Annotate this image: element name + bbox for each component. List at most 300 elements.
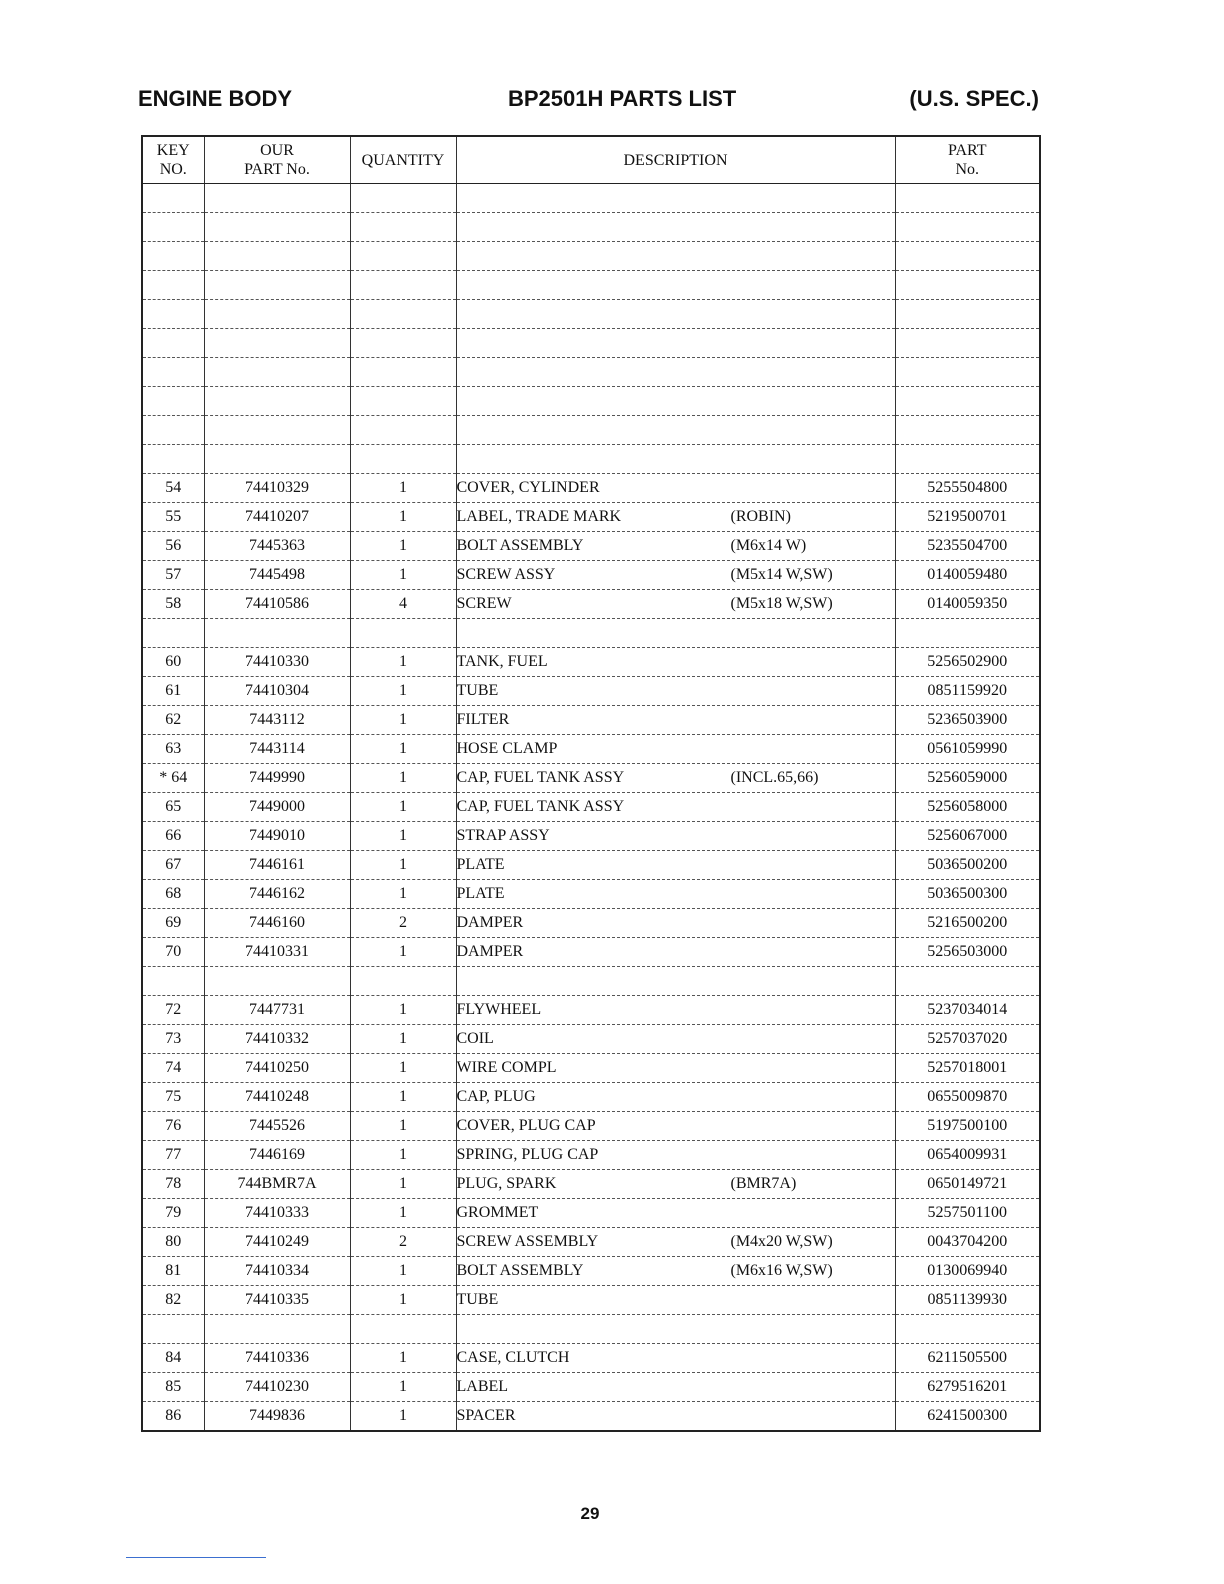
key-no-cell: [142, 416, 204, 445]
key-no-cell: 56: [142, 532, 204, 561]
quantity-cell: 1: [350, 1170, 456, 1199]
description-text: CAP, FUEL TANK ASSY: [456, 798, 625, 815]
our-part-no-cell: 7449990: [204, 764, 350, 793]
our-part-no-header: OUR PART No.: [204, 136, 350, 184]
description-note: [731, 1204, 895, 1222]
part-no-cell: 0654009931: [895, 1141, 1040, 1170]
our-part-no-cell: [204, 358, 350, 387]
description-cell: [456, 213, 895, 242]
table-row: [142, 967, 1040, 996]
our-part-no-cell: 7446169: [204, 1141, 350, 1170]
part-no-cell: 5256058000: [895, 793, 1040, 822]
key-no-cell: 81: [142, 1257, 204, 1286]
description-cell: [456, 1402, 895, 1432]
quantity-cell: 1: [350, 735, 456, 764]
quantity-cell: 1: [350, 1025, 456, 1054]
description-cell: [456, 503, 895, 532]
description-note: [731, 1001, 895, 1019]
key-no-cell: 70: [142, 938, 204, 967]
our-part-no-cell: 7443112: [204, 706, 350, 735]
part-no-cell: 5257037020: [895, 1025, 1040, 1054]
description-cell: [456, 1286, 895, 1315]
key-no-cell: * 64: [142, 764, 204, 793]
key-no-cell: [142, 1315, 204, 1344]
part-no-cell: 5036500200: [895, 851, 1040, 880]
our-part-no-cell: 74410330: [204, 648, 350, 677]
part-no-cell: [895, 300, 1040, 329]
our-part-no-cell: [204, 416, 350, 445]
description-text: GROMMET: [456, 1204, 539, 1221]
description-text: CAP, PLUG: [456, 1088, 536, 1105]
our-part-no-cell: [204, 387, 350, 416]
our-part-no-cell: 74410248: [204, 1083, 350, 1112]
quantity-cell: [350, 445, 456, 474]
part-no-cell: [895, 387, 1040, 416]
our-part-no-cell: 74410331: [204, 938, 350, 967]
key-no-cell: [142, 329, 204, 358]
our-part-no-cell: 7443114: [204, 735, 350, 764]
description-cell: [456, 880, 895, 909]
description-text: HOSE CLAMP: [456, 740, 558, 757]
table-row: [142, 271, 1040, 300]
quantity-cell: [350, 184, 456, 213]
part-no-cell: 5255504800: [895, 474, 1040, 503]
our-part-no-cell: 7445526: [204, 1112, 350, 1141]
key-no-cell: [142, 242, 204, 271]
key-no-cell: 66: [142, 822, 204, 851]
parts-table: [141, 135, 1041, 1432]
quantity-cell: 1: [350, 1286, 456, 1315]
table-row: [142, 880, 1040, 909]
part-no-cell: [895, 358, 1040, 387]
table-row: [142, 416, 1040, 445]
quantity-cell: [350, 242, 456, 271]
part-no-cell: 5219500701: [895, 503, 1040, 532]
description-cell: [456, 764, 895, 793]
description-cell: [456, 677, 895, 706]
description-note: [731, 1407, 895, 1425]
description-text: BOLT ASSEMBLY: [456, 1262, 584, 1279]
key-no-cell: 80: [142, 1228, 204, 1257]
description-note: [731, 943, 895, 961]
key-no-header: KEY NO.: [142, 136, 204, 184]
description-note: (INCL.65,66): [730, 769, 819, 786]
description-cell: [456, 387, 895, 416]
table-row: [142, 793, 1040, 822]
key-no-cell: 63: [142, 735, 204, 764]
quantity-cell: 1: [350, 677, 456, 706]
key-no-cell: 69: [142, 909, 204, 938]
key-no-cell: 54: [142, 474, 204, 503]
key-no-cell: [142, 445, 204, 474]
key-no-cell: 61: [142, 677, 204, 706]
key-no-cell: 84: [142, 1344, 204, 1373]
part-no-cell: 5236503900: [895, 706, 1040, 735]
description-note: [731, 1059, 895, 1077]
description-text: LABEL, TRADE MARK: [456, 508, 622, 525]
table-row: [142, 1257, 1040, 1286]
our-part-no-cell: [204, 967, 350, 996]
description-cell: [456, 1257, 895, 1286]
part-no-cell: 0851159920: [895, 677, 1040, 706]
description-note: [731, 1030, 895, 1048]
table-row: [142, 1083, 1040, 1112]
key-no-cell: 58: [142, 590, 204, 619]
table-row: [142, 300, 1040, 329]
description-cell: [456, 1112, 895, 1141]
part-no-cell: 6279516201: [895, 1373, 1040, 1402]
key-no-cell: [142, 300, 204, 329]
description-note: [731, 798, 895, 816]
table-row: [142, 213, 1040, 242]
quantity-cell: 1: [350, 996, 456, 1025]
description-note: [731, 856, 895, 874]
table-row: [142, 1054, 1040, 1083]
table-row: [142, 358, 1040, 387]
description-cell: [456, 793, 895, 822]
part-no-cell: 5216500200: [895, 909, 1040, 938]
table-row: [142, 1344, 1040, 1373]
description-text: SPRING, PLUG CAP: [456, 1146, 599, 1163]
quantity-cell: [350, 213, 456, 242]
key-no-cell: 67: [142, 851, 204, 880]
our-part-no-cell: 74410333: [204, 1199, 350, 1228]
description-note: [731, 1291, 895, 1309]
our-part-no-cell: 7445498: [204, 561, 350, 590]
our-part-no-cell: 74410586: [204, 590, 350, 619]
table-row: [142, 503, 1040, 532]
key-no-cell: 62: [142, 706, 204, 735]
description-cell: [456, 416, 895, 445]
description-text: PLATE: [456, 856, 505, 873]
quantity-cell: 1: [350, 1402, 456, 1432]
part-no-cell: 0140059350: [895, 590, 1040, 619]
part-no-cell: 0650149721: [895, 1170, 1040, 1199]
our-part-no-cell: 7446161: [204, 851, 350, 880]
description-text: CAP, FUEL TANK ASSY: [456, 769, 625, 786]
description-header: DESCRIPTION: [456, 136, 895, 184]
part-no-cell: [895, 329, 1040, 358]
description-cell: [456, 532, 895, 561]
table-row: [142, 1315, 1040, 1344]
quantity-cell: 1: [350, 793, 456, 822]
description-cell: [456, 619, 895, 648]
our-part-no-cell: 74410207: [204, 503, 350, 532]
quantity-cell: 1: [350, 532, 456, 561]
part-no-cell: [895, 445, 1040, 474]
description-text: BOLT ASSEMBLY: [456, 537, 584, 554]
quantity-cell: 1: [350, 561, 456, 590]
description-text: LABEL: [456, 1378, 509, 1395]
part-no-cell: 0043704200: [895, 1228, 1040, 1257]
description-text: COIL: [456, 1030, 494, 1047]
table-row: [142, 648, 1040, 677]
part-no-cell: [895, 967, 1040, 996]
table-body: [142, 184, 1040, 1432]
part-no-cell: 0655009870: [895, 1083, 1040, 1112]
quantity-cell: [350, 387, 456, 416]
our-part-no-cell: 74410329: [204, 474, 350, 503]
quantity-header: QUANTITY: [350, 136, 456, 184]
description-cell: [456, 590, 895, 619]
quantity-cell: [350, 358, 456, 387]
our-part-no-cell: [204, 1315, 350, 1344]
description-cell: [456, 1228, 895, 1257]
quantity-cell: 2: [350, 1228, 456, 1257]
quantity-cell: 1: [350, 880, 456, 909]
table-row: [142, 1199, 1040, 1228]
description-note: [731, 1349, 895, 1367]
key-no-cell: 86: [142, 1402, 204, 1432]
description-cell: [456, 1199, 895, 1228]
quantity-cell: 1: [350, 764, 456, 793]
part-no-cell: 0130069940: [895, 1257, 1040, 1286]
description-cell: [456, 1315, 895, 1344]
part-no-cell: 5197500100: [895, 1112, 1040, 1141]
description-text: SCREW ASSY: [456, 566, 556, 583]
description-text: WIRE COMPL: [456, 1059, 557, 1076]
key-no-cell: 76: [142, 1112, 204, 1141]
page-number: 29: [580, 1504, 600, 1523]
table-row: [142, 1141, 1040, 1170]
description-cell: [456, 1141, 895, 1170]
description-cell: [456, 1170, 895, 1199]
description-note: [731, 682, 895, 700]
quantity-cell: 1: [350, 1141, 456, 1170]
our-part-no-cell: 7449836: [204, 1402, 350, 1432]
quantity-cell: 1: [350, 822, 456, 851]
our-part-no-cell: [204, 300, 350, 329]
our-part-no-cell: 74410249: [204, 1228, 350, 1257]
quantity-cell: [350, 300, 456, 329]
our-part-no-cell: 7445363: [204, 532, 350, 561]
description-note: [731, 1088, 895, 1106]
quantity-cell: 1: [350, 1344, 456, 1373]
our-part-no-cell: 74410250: [204, 1054, 350, 1083]
our-part-no-cell: 74410334: [204, 1257, 350, 1286]
quantity-cell: 1: [350, 648, 456, 677]
description-cell: [456, 271, 895, 300]
part-no-cell: 5256059000: [895, 764, 1040, 793]
our-part-no-cell: 7446160: [204, 909, 350, 938]
part-no-cell: 0140059480: [895, 561, 1040, 590]
part-no-cell: [895, 416, 1040, 445]
quantity-cell: 1: [350, 1054, 456, 1083]
description-note: (BMR7A): [730, 1175, 797, 1192]
part-no-cell: 5257018001: [895, 1054, 1040, 1083]
table-row: [142, 1228, 1040, 1257]
description-note: (M5x14 W,SW): [730, 566, 833, 583]
quantity-cell: [350, 271, 456, 300]
key-no-cell: 73: [142, 1025, 204, 1054]
table-row: [142, 474, 1040, 503]
description-cell: [456, 474, 895, 503]
our-part-no-cell: 74410332: [204, 1025, 350, 1054]
description-cell: [456, 967, 895, 996]
table-row: [142, 445, 1040, 474]
description-note: (M4x20 W,SW): [730, 1233, 833, 1250]
quantity-cell: [350, 967, 456, 996]
description-cell: [456, 822, 895, 851]
part-no-cell: 5235504700: [895, 532, 1040, 561]
part-no-cell: 5256067000: [895, 822, 1040, 851]
description-cell: [456, 938, 895, 967]
part-no-cell: [895, 242, 1040, 271]
table-row: [142, 909, 1040, 938]
quantity-cell: 1: [350, 474, 456, 503]
quantity-cell: 1: [350, 1083, 456, 1112]
description-text: PLATE: [456, 885, 505, 902]
key-no-cell: [142, 213, 204, 242]
description-cell: [456, 1025, 895, 1054]
description-cell: [456, 1054, 895, 1083]
quantity-cell: 4: [350, 590, 456, 619]
part-no-cell: 5256503000: [895, 938, 1040, 967]
our-part-no-cell: 74410335: [204, 1286, 350, 1315]
quantity-cell: [350, 1315, 456, 1344]
quantity-cell: 1: [350, 851, 456, 880]
part-no-cell: [895, 271, 1040, 300]
description-text: FLYWHEEL: [456, 1001, 542, 1018]
table-row: [142, 735, 1040, 764]
table-row: [142, 1402, 1040, 1432]
description-cell: [456, 561, 895, 590]
part-no-cell: [895, 1315, 1040, 1344]
table-row: [142, 1112, 1040, 1141]
description-text: TUBE: [456, 1291, 499, 1308]
our-part-no-cell: [204, 213, 350, 242]
key-no-cell: [142, 967, 204, 996]
key-no-cell: 65: [142, 793, 204, 822]
quantity-cell: 1: [350, 1199, 456, 1228]
key-no-cell: [142, 271, 204, 300]
description-note: (M6x14 W): [730, 537, 807, 554]
description-note: [731, 1146, 895, 1164]
key-no-cell: [142, 358, 204, 387]
description-cell: [456, 851, 895, 880]
table-row: [142, 1286, 1040, 1315]
part-no-cell: 5256502900: [895, 648, 1040, 677]
table-row: [142, 706, 1040, 735]
key-no-cell: 55: [142, 503, 204, 532]
our-part-no-cell: 744BMR7A: [204, 1170, 350, 1199]
quantity-cell: 1: [350, 1112, 456, 1141]
part-no-cell: [895, 184, 1040, 213]
description-cell: [456, 445, 895, 474]
description-note: (M5x18 W,SW): [730, 595, 833, 612]
description-cell: [456, 300, 895, 329]
description-cell: [456, 1083, 895, 1112]
table-row: [142, 532, 1040, 561]
table-row: [142, 242, 1040, 271]
key-no-cell: 79: [142, 1199, 204, 1228]
table-row: [142, 329, 1040, 358]
quantity-cell: 1: [350, 1373, 456, 1402]
table-row: [142, 851, 1040, 880]
our-part-no-cell: 7449000: [204, 793, 350, 822]
part-no-cell: 5237034014: [895, 996, 1040, 1025]
description-text: TUBE: [456, 682, 499, 699]
table-header: [142, 136, 1040, 184]
description-text: SCREW: [456, 595, 512, 612]
our-part-no-cell: 74410336: [204, 1344, 350, 1373]
description-note: [731, 479, 895, 497]
description-note: (M6x16 W,SW): [730, 1262, 833, 1279]
quantity-cell: 1: [350, 706, 456, 735]
key-no-cell: 74: [142, 1054, 204, 1083]
table-row: [142, 1373, 1040, 1402]
description-text: SPACER: [456, 1407, 516, 1424]
description-cell: [456, 358, 895, 387]
description-cell: [456, 242, 895, 271]
our-part-no-cell: 7447731: [204, 996, 350, 1025]
key-no-cell: 77: [142, 1141, 204, 1170]
part-no-cell: 5036500300: [895, 880, 1040, 909]
our-part-no-cell: 74410304: [204, 677, 350, 706]
key-no-cell: [142, 619, 204, 648]
description-note: [731, 914, 895, 932]
table-row: [142, 996, 1040, 1025]
key-no-cell: 75: [142, 1083, 204, 1112]
quantity-cell: [350, 416, 456, 445]
quantity-cell: 1: [350, 1257, 456, 1286]
description-cell: [456, 1344, 895, 1373]
quantity-cell: [350, 619, 456, 648]
part-no-cell: [895, 213, 1040, 242]
description-note: [731, 653, 895, 671]
our-part-no-cell: [204, 329, 350, 358]
description-note: [731, 1117, 895, 1135]
description-note: [731, 885, 895, 903]
description-cell: [456, 735, 895, 764]
table-row: [142, 677, 1040, 706]
key-no-cell: [142, 387, 204, 416]
document-title: BP2501H PARTS LIST: [508, 86, 737, 111]
part-no-cell: 0851139930: [895, 1286, 1040, 1315]
description-note: (ROBIN): [730, 508, 791, 525]
description-text: DAMPER: [456, 943, 524, 960]
description-cell: [456, 706, 895, 735]
description-text: CASE, CLUTCH: [456, 1349, 570, 1366]
description-text: COVER, CYLINDER: [456, 479, 600, 496]
table-row: [142, 822, 1040, 851]
description-note: [731, 711, 895, 729]
our-part-no-cell: [204, 271, 350, 300]
key-no-cell: 78: [142, 1170, 204, 1199]
table-row: [142, 184, 1040, 213]
description-cell: [456, 184, 895, 213]
description-text: DAMPER: [456, 914, 524, 931]
part-no-cell: [895, 619, 1040, 648]
key-no-cell: 72: [142, 996, 204, 1025]
our-part-no-cell: 74410230: [204, 1373, 350, 1402]
table-row: [142, 1025, 1040, 1054]
part-no-cell: 6211505500: [895, 1344, 1040, 1373]
description-text: FILTER: [456, 711, 510, 728]
table-row: [142, 387, 1040, 416]
part-no-cell: 5257501100: [895, 1199, 1040, 1228]
quantity-cell: [350, 329, 456, 358]
description-text: TANK, FUEL: [456, 653, 548, 670]
part-no-header: PART No.: [895, 136, 1040, 184]
our-part-no-cell: 7446162: [204, 880, 350, 909]
our-part-no-cell: [204, 242, 350, 271]
description-text: PLUG, SPARK: [456, 1175, 557, 1192]
description-cell: [456, 648, 895, 677]
description-note: [731, 740, 895, 758]
our-part-no-cell: [204, 445, 350, 474]
table-row: [142, 619, 1040, 648]
